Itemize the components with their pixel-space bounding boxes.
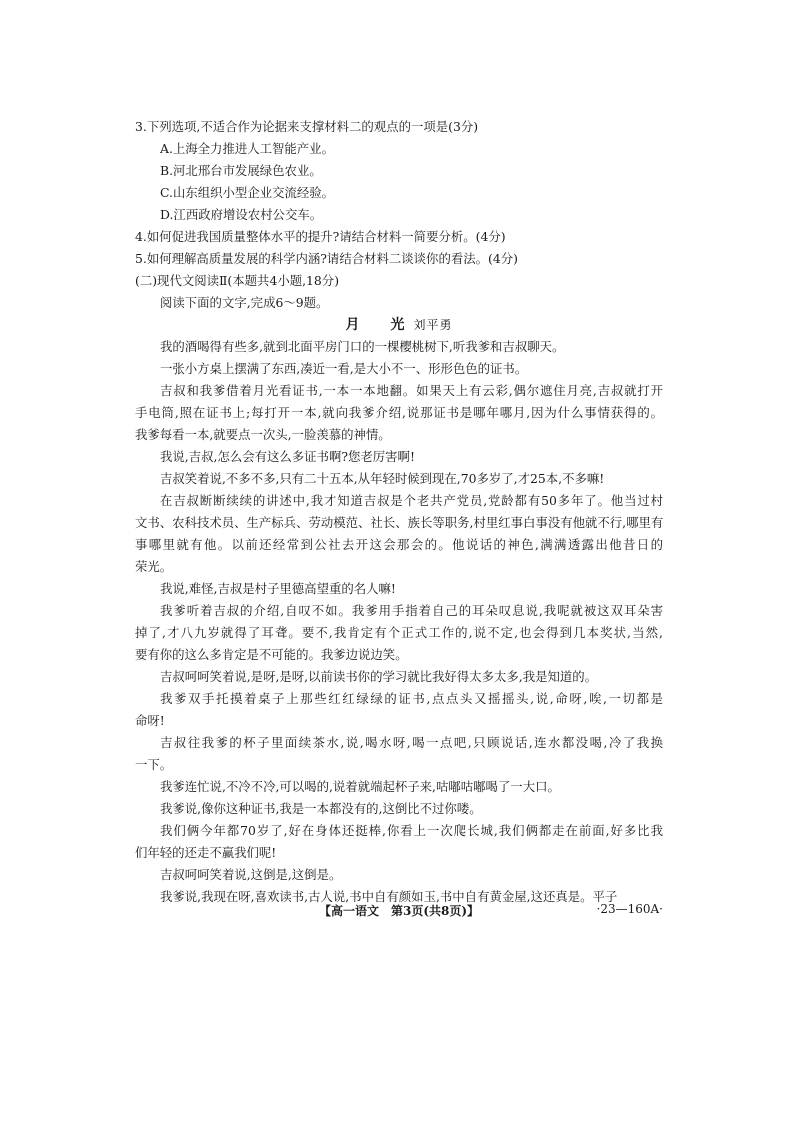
article-paragraph	[135, 600, 663, 666]
article-line: 吉叔笑着说,不多不多,只有二十五本,从年轻时候到现在,70多岁了,才25本,不多嘛!	[160, 471, 605, 486]
article-paragraph	[135, 666, 663, 688]
article-paragraph	[135, 446, 663, 468]
question-3-option-d: D.江西政府增设农村公交车。	[160, 207, 323, 222]
article-title: 月 光	[345, 317, 406, 333]
article-paragraph	[135, 336, 663, 358]
question-5-stem: 5.如何理解高质量发展的科学内涵?请结合材料二谈谈你的看法。(4分)	[135, 251, 518, 266]
article-paragraph	[135, 820, 663, 864]
section-heading: (二)现代文阅读Ⅱ(本题共4小题,18分)	[135, 273, 340, 288]
article-line: 我说,难怪,吉叔是村子里德高望重的名人嘛!	[160, 581, 396, 596]
page-content	[135, 116, 663, 908]
article-line: 一下。	[135, 757, 173, 772]
question-3-stem: 3.下列选项,不适合作为论据来支撑材料二的观点的一项是(3分)	[135, 119, 479, 134]
article-line: 们年轻的还走不赢我们呢!	[135, 845, 277, 860]
article-paragraph	[135, 798, 663, 820]
footer-code: ·23—160A·	[596, 902, 663, 916]
article-line: 吉叔往我爹的杯子里面续茶水,说,喝水呀,喝一点吧,只顾说话,连水都没喝,冷了我换	[160, 735, 663, 750]
article-title-line	[135, 314, 663, 336]
article-line: 我爹说,我现在呀,喜欢读书,古人说,书中自有颜如玉,书中自有黄金屋,这还真是。平子	[160, 889, 618, 904]
article-paragraph	[135, 490, 663, 578]
article-line: 我爹说,像你这种证书,我是一本都没有的,这倒比不过你喽。	[160, 801, 482, 816]
page-footer	[135, 902, 663, 922]
article-line: 我的酒喝得有些多,就到北面平房门口的一棵樱桃树下,听我爹和吉叔聊天。	[160, 339, 565, 354]
article-line: 在吉叔断断续续的讲述中,我才知道吉叔是个老共产党员,党龄都有50多年了。他当过村	[160, 493, 663, 508]
question-3-option-c: C.山东组织小型企业交流经验。	[160, 185, 335, 200]
article-line: 要有你的这么多肯定是不可能的。我爹边说边笑。	[135, 647, 408, 662]
article-line: 我爹连忙说,不冷不冷,可以喝的,说着就端起杯子来,咕嘟咕嘟喝了一大口。	[160, 779, 560, 794]
article-line: 吉叔呵呵笑着说,这倒是,这倒是。	[160, 867, 342, 882]
article-line: 一张小方桌上摆满了东西,凑近一看,是大小不一、形形色色的证书。	[160, 361, 528, 376]
question-3-option-b: B.河北邢台市发展绿色农业。	[160, 163, 322, 178]
article-line: 我爹听着吉叔的介绍,自叹不如。我爹用手指着自己的耳朵叹息说,我呢就被这双耳朵害	[160, 603, 663, 618]
article-paragraph	[135, 776, 663, 798]
article-line: 我爹双手托摸着桌子上那些红红绿绿的证书,点点头又摇摇头,说,命呀,唉,一切都是	[160, 691, 663, 706]
article-author: 刘平勇	[413, 318, 453, 332]
article-line: 手电筒,照在证书上;每打开一本,就向我爹介绍,说那证书是哪年哪月,因为什么事情获得的。	[135, 405, 663, 420]
article-paragraph	[135, 380, 663, 446]
article-line: 我们俩今年都70岁了,好在身体还挺棒,你看上一次爬长城,我们俩都走在前面,好多比我	[160, 823, 663, 838]
article-line: 我爹每看一本,就要点一次头,一脸羡慕的神情。	[135, 427, 391, 442]
article-line: 事哪里就有他。以前还经常到公社去开这会那会的。他说话的神色,满满透露出他昔日的	[135, 537, 663, 552]
question-3-option-a: A.上海全力推进人工智能产业。	[160, 141, 334, 156]
article-paragraph	[135, 358, 663, 380]
footer-page-label: 【高一语文 第3页(共8页)】	[318, 904, 480, 918]
question-4-stem: 4.如何促进我国质量整体水平的提升?请结合材料一简要分析。(4分)	[135, 229, 506, 244]
article-line: 吉叔和我爹借着月光看证书,一本一本地翻。如果天上有云彩,偶尔遮住月亮,吉叔就打开	[160, 383, 663, 398]
article-body	[135, 336, 663, 908]
article-paragraph	[135, 732, 663, 776]
article-line: 吉叔呵呵笑着说,是呀,是呀,以前读书你的学习就比我好得太多太多,我是知道的。	[160, 669, 598, 684]
section-instruction: 阅读下面的文字,完成6～9题。	[160, 295, 329, 310]
article-paragraph	[135, 468, 663, 490]
article-paragraph	[135, 864, 663, 886]
article-paragraph	[135, 688, 663, 732]
article-line: 命呀!	[135, 713, 165, 728]
article-line: 文书、农科技术员、生产标兵、劳动模范、社长、族长等职务,村里红事白事没有他就不行,哪里有	[135, 515, 663, 530]
article-line: 荣光。	[135, 559, 173, 574]
article-paragraph	[135, 578, 663, 600]
article-line: 掉了,才八九岁就得了耳聋。要不,我肯定有个正式工作的,说不定,也会得到几本奖状,当然,	[135, 625, 663, 640]
article-line: 我说,吉叔,怎么会有这么多证书啊?您老厉害啊!	[160, 449, 415, 464]
